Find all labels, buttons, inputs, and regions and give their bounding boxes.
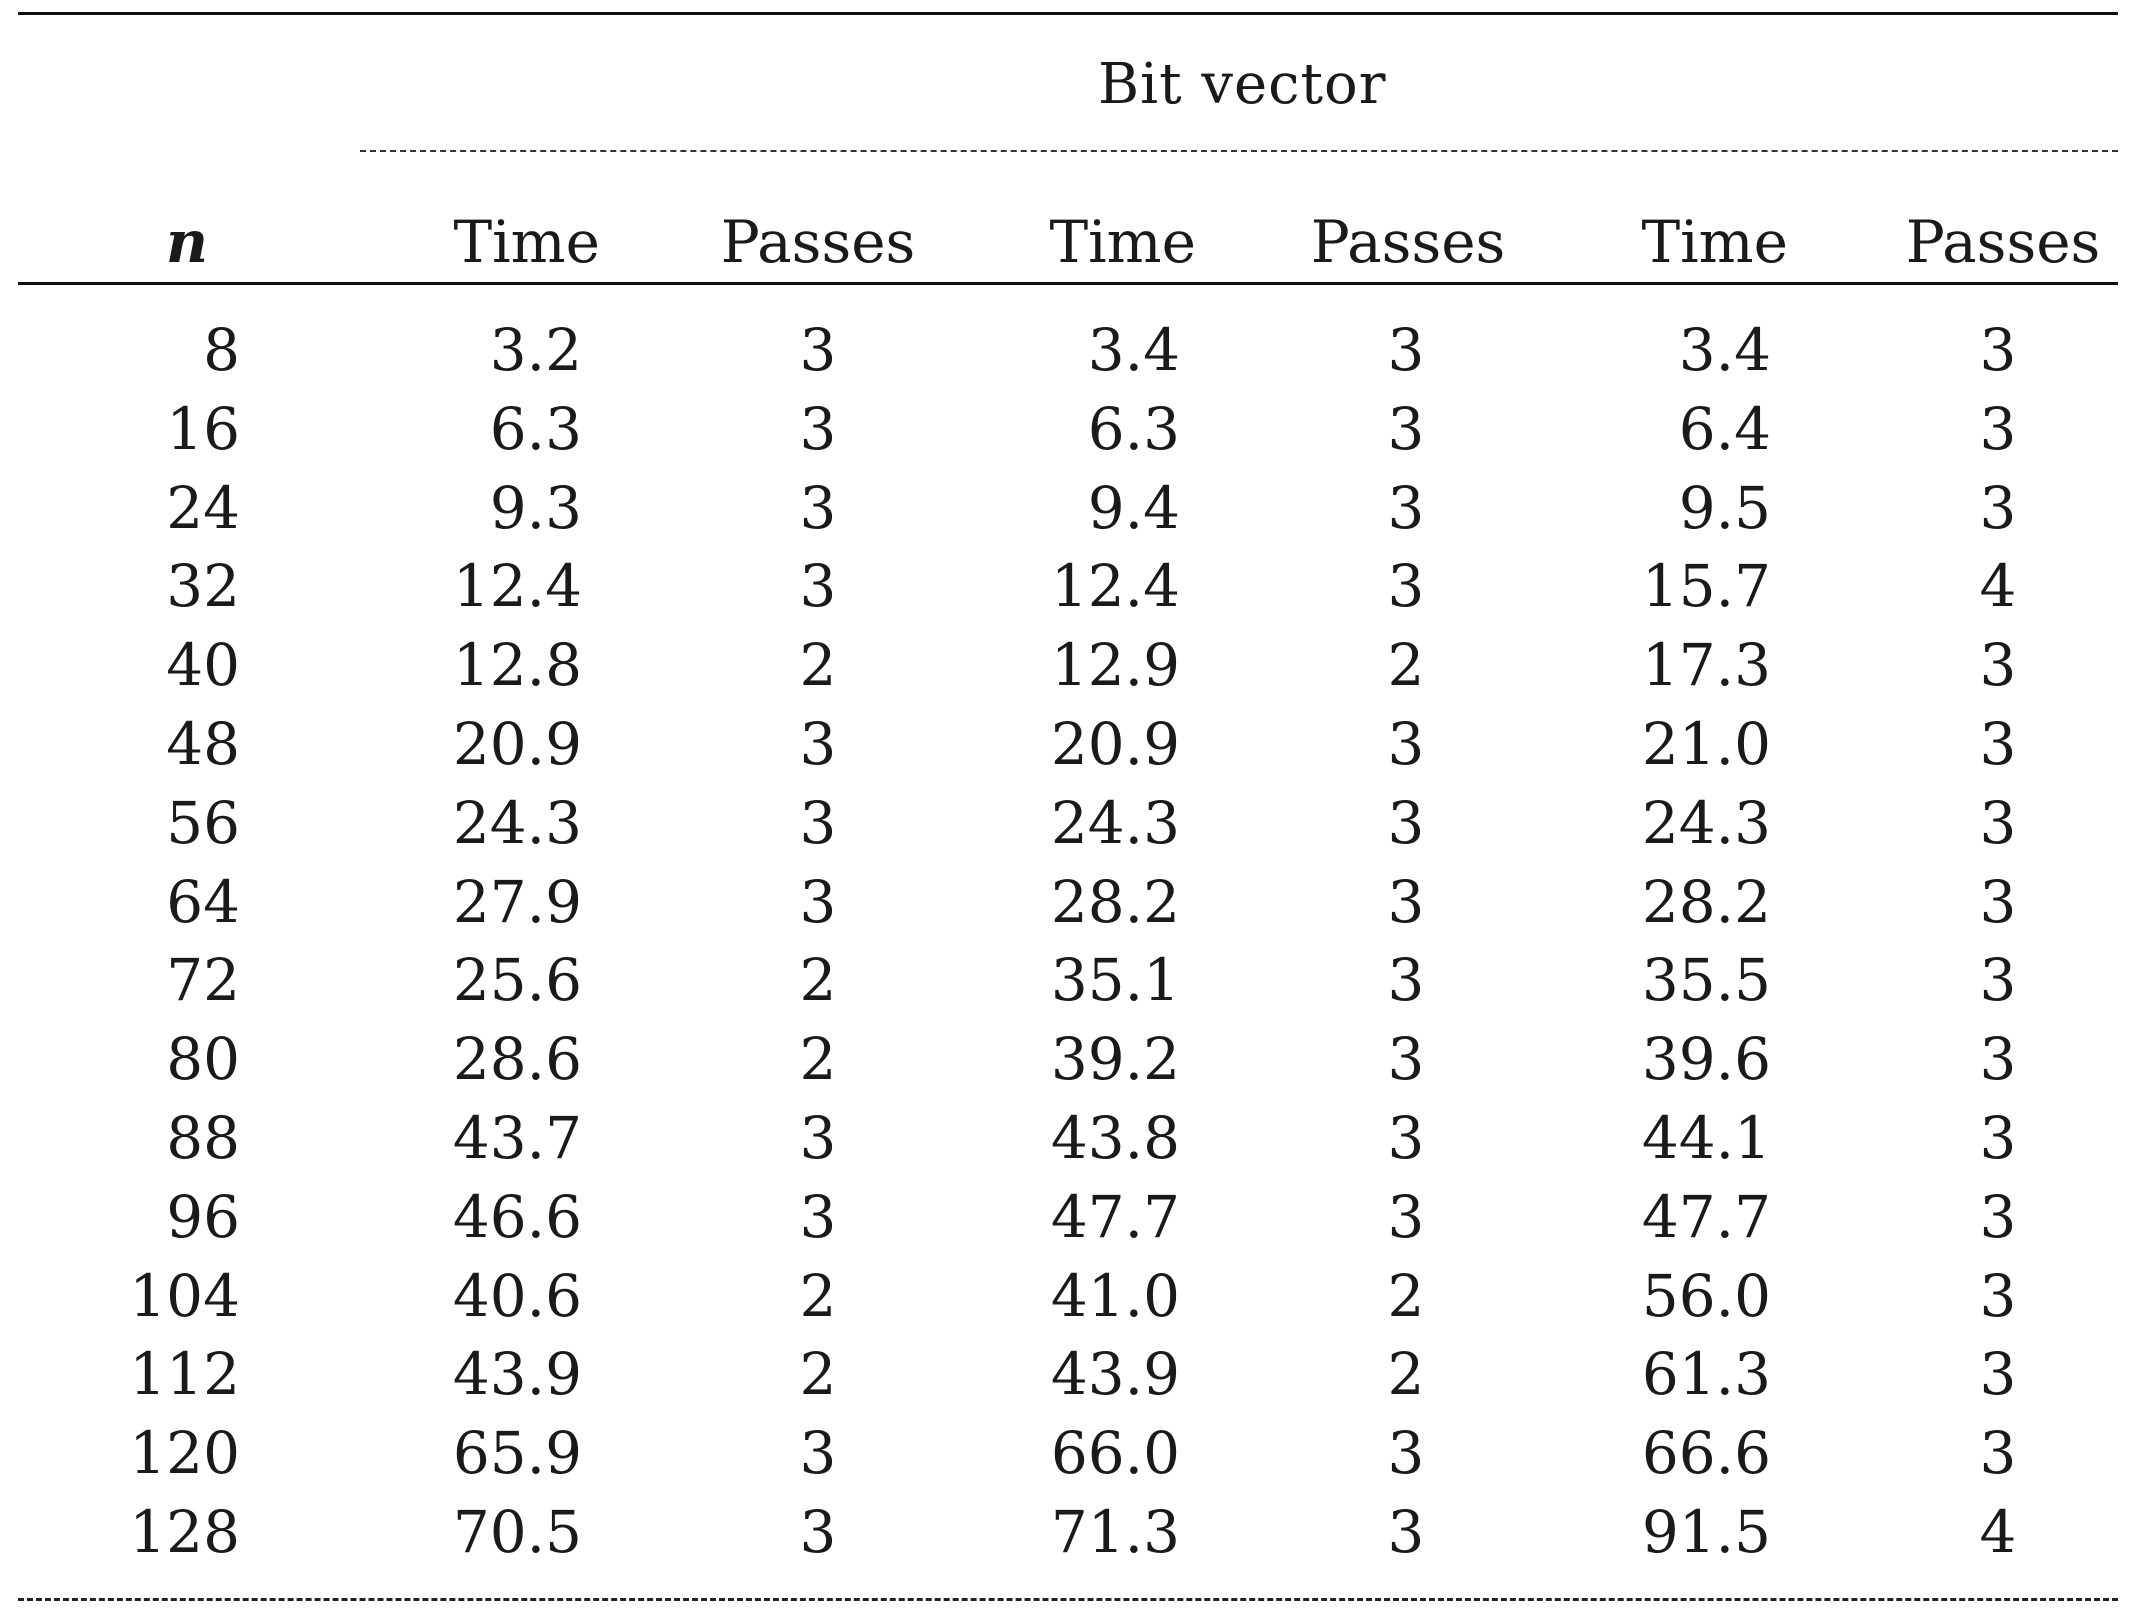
cell-time-3: 3.4	[1678, 316, 1771, 384]
cell-passes-2: 3	[1387, 1183, 1425, 1251]
cell-time-2: 12.4	[1050, 552, 1180, 620]
cell-time-2: 66.0	[1050, 1419, 1180, 1487]
cell-passes-3: 4	[1979, 1498, 2017, 1566]
column-header-time-3: Time	[1641, 208, 1788, 276]
cell-passes-1: 2	[799, 1340, 837, 1408]
column-header-time-2: Time	[1049, 208, 1196, 276]
cell-passes-3: 3	[1979, 1340, 2017, 1408]
cell-passes-2: 3	[1387, 1498, 1425, 1566]
cell-n: 80	[166, 1025, 240, 1093]
cell-time-2: 41.0	[1050, 1262, 1180, 1330]
table-row	[18, 1182, 2118, 1252]
header-row	[18, 207, 2118, 277]
table-row	[18, 630, 2118, 700]
cell-time-1: 40.6	[452, 1262, 582, 1330]
cell-passes-2: 3	[1387, 1104, 1425, 1172]
table-row	[18, 945, 2118, 1015]
cell-passes-1: 3	[799, 789, 837, 857]
cell-time-3: 56.0	[1641, 1262, 1771, 1330]
cell-time-1: 9.3	[489, 474, 582, 542]
cell-time-2: 6.3	[1087, 395, 1180, 463]
cell-time-3: 44.1	[1641, 1104, 1771, 1172]
cell-passes-3: 3	[1979, 474, 2017, 542]
cell-passes-3: 3	[1979, 1262, 2017, 1330]
cell-passes-1: 2	[799, 1262, 837, 1330]
cell-passes-1: 2	[799, 631, 837, 699]
cell-passes-2: 3	[1387, 710, 1425, 778]
cell-time-2: 43.9	[1050, 1340, 1180, 1408]
table-row	[18, 1418, 2118, 1488]
column-header-passes-3: Passes	[1905, 208, 2101, 276]
table-row	[18, 1024, 2118, 1094]
cell-time-1: 70.5	[452, 1498, 582, 1566]
cell-time-2: 3.4	[1087, 316, 1180, 384]
cell-passes-3: 3	[1979, 631, 2017, 699]
cell-passes-3: 3	[1979, 316, 2017, 384]
cell-time-3: 61.3	[1641, 1340, 1771, 1408]
cell-time-3: 9.5	[1678, 474, 1771, 542]
cell-time-1: 28.6	[452, 1025, 582, 1093]
cell-time-2: 24.3	[1050, 789, 1180, 857]
cell-n: 88	[166, 1104, 240, 1172]
cell-n: 24	[166, 474, 240, 542]
column-header-passes-1: Passes	[720, 208, 916, 276]
table-row	[18, 709, 2118, 779]
cell-time-3: 15.7	[1641, 552, 1771, 620]
cell-time-1: 46.6	[452, 1183, 582, 1251]
table-row	[18, 394, 2118, 464]
cell-passes-3: 3	[1979, 710, 2017, 778]
cell-passes-2: 3	[1387, 395, 1425, 463]
cell-passes-2: 3	[1387, 868, 1425, 936]
cell-time-2: 47.7	[1050, 1183, 1180, 1251]
table-row	[18, 788, 2118, 858]
cell-time-3: 28.2	[1641, 868, 1771, 936]
cell-passes-1: 3	[799, 1183, 837, 1251]
cell-n: 104	[129, 1262, 240, 1330]
group-header-bit-vector: Bit vector	[1098, 52, 1387, 117]
cell-passes-3: 4	[1979, 552, 2017, 620]
cell-passes-1: 3	[799, 1419, 837, 1487]
table-row	[18, 1261, 2118, 1331]
cell-n: 120	[129, 1419, 240, 1487]
cell-passes-2: 3	[1387, 316, 1425, 384]
cell-n: 112	[129, 1340, 240, 1408]
column-header-n: n	[165, 208, 208, 276]
table-row	[18, 315, 2118, 385]
cell-passes-2: 3	[1387, 946, 1425, 1014]
cell-passes-3: 3	[1979, 1183, 2017, 1251]
cell-passes-2: 2	[1387, 631, 1425, 699]
cell-time-3: 17.3	[1641, 631, 1771, 699]
cell-passes-2: 3	[1387, 552, 1425, 620]
cell-passes-2: 2	[1387, 1340, 1425, 1408]
cell-n: 16	[166, 395, 240, 463]
cell-time-3: 21.0	[1641, 710, 1771, 778]
cell-passes-2: 3	[1387, 1419, 1425, 1487]
cell-n: 72	[166, 946, 240, 1014]
cell-time-3: 47.7	[1641, 1183, 1771, 1251]
cell-time-2: 12.9	[1050, 631, 1180, 699]
cell-passes-3: 3	[1979, 789, 2017, 857]
cell-time-1: 3.2	[489, 316, 582, 384]
cell-n: 48	[166, 710, 240, 778]
cell-passes-2: 3	[1387, 789, 1425, 857]
cell-passes-2: 2	[1387, 1262, 1425, 1330]
table-row	[18, 551, 2118, 621]
cell-time-3: 6.4	[1678, 395, 1771, 463]
column-header-time-1: Time	[453, 208, 600, 276]
cell-n: 40	[166, 631, 240, 699]
table-row	[18, 473, 2118, 543]
cell-passes-1: 2	[799, 946, 837, 1014]
cell-time-1: 43.7	[452, 1104, 582, 1172]
group-header-rule	[360, 150, 2118, 152]
cell-time-1: 12.8	[452, 631, 582, 699]
table-row	[18, 867, 2118, 937]
cell-time-3: 66.6	[1641, 1419, 1771, 1487]
cell-passes-1: 3	[799, 868, 837, 936]
cell-time-2: 35.1	[1050, 946, 1180, 1014]
cell-passes-3: 3	[1979, 395, 2017, 463]
cell-passes-3: 3	[1979, 1025, 2017, 1093]
cell-time-1: 12.4	[452, 552, 582, 620]
cell-passes-1: 3	[799, 1498, 837, 1566]
cell-passes-1: 3	[799, 474, 837, 542]
cell-time-1: 65.9	[452, 1419, 582, 1487]
cell-time-3: 24.3	[1641, 789, 1771, 857]
cell-n: 64	[166, 868, 240, 936]
cell-passes-1: 3	[799, 395, 837, 463]
cell-time-2: 20.9	[1050, 710, 1180, 778]
cell-passes-3: 3	[1979, 1419, 2017, 1487]
top-rule	[18, 12, 2118, 15]
cell-n: 56	[166, 789, 240, 857]
cell-time-2: 9.4	[1087, 474, 1180, 542]
cell-passes-1: 2	[799, 1025, 837, 1093]
cell-time-1: 20.9	[452, 710, 582, 778]
cell-time-2: 39.2	[1050, 1025, 1180, 1093]
table-row	[18, 1339, 2118, 1409]
cell-time-3: 39.6	[1641, 1025, 1771, 1093]
cell-passes-3: 3	[1979, 1104, 2017, 1172]
table-row	[18, 1103, 2118, 1173]
cell-passes-3: 3	[1979, 868, 2017, 936]
cell-time-1: 27.9	[452, 868, 582, 936]
header-rule	[18, 282, 2118, 285]
cell-time-2: 28.2	[1050, 868, 1180, 936]
cell-passes-1: 3	[799, 1104, 837, 1172]
cell-time-1: 43.9	[452, 1340, 582, 1408]
cell-n: 32	[166, 552, 240, 620]
cell-n: 128	[129, 1498, 240, 1566]
cell-passes-1: 3	[799, 710, 837, 778]
cell-time-1: 6.3	[489, 395, 582, 463]
cell-passes-2: 3	[1387, 474, 1425, 542]
cell-time-3: 35.5	[1641, 946, 1771, 1014]
cell-time-2: 71.3	[1050, 1498, 1180, 1566]
cell-time-2: 43.8	[1050, 1104, 1180, 1172]
cell-time-3: 91.5	[1641, 1498, 1771, 1566]
bottom-rule	[18, 1598, 2118, 1601]
cell-time-1: 24.3	[452, 789, 582, 857]
column-header-passes-2: Passes	[1310, 208, 1506, 276]
cell-passes-1: 3	[799, 316, 837, 384]
cell-n: 96	[166, 1183, 240, 1251]
cell-n: 8	[203, 316, 240, 384]
cell-time-1: 25.6	[452, 946, 582, 1014]
table-row	[18, 1497, 2118, 1567]
cell-passes-2: 3	[1387, 1025, 1425, 1093]
cell-passes-3: 3	[1979, 946, 2017, 1014]
cell-passes-1: 3	[799, 552, 837, 620]
